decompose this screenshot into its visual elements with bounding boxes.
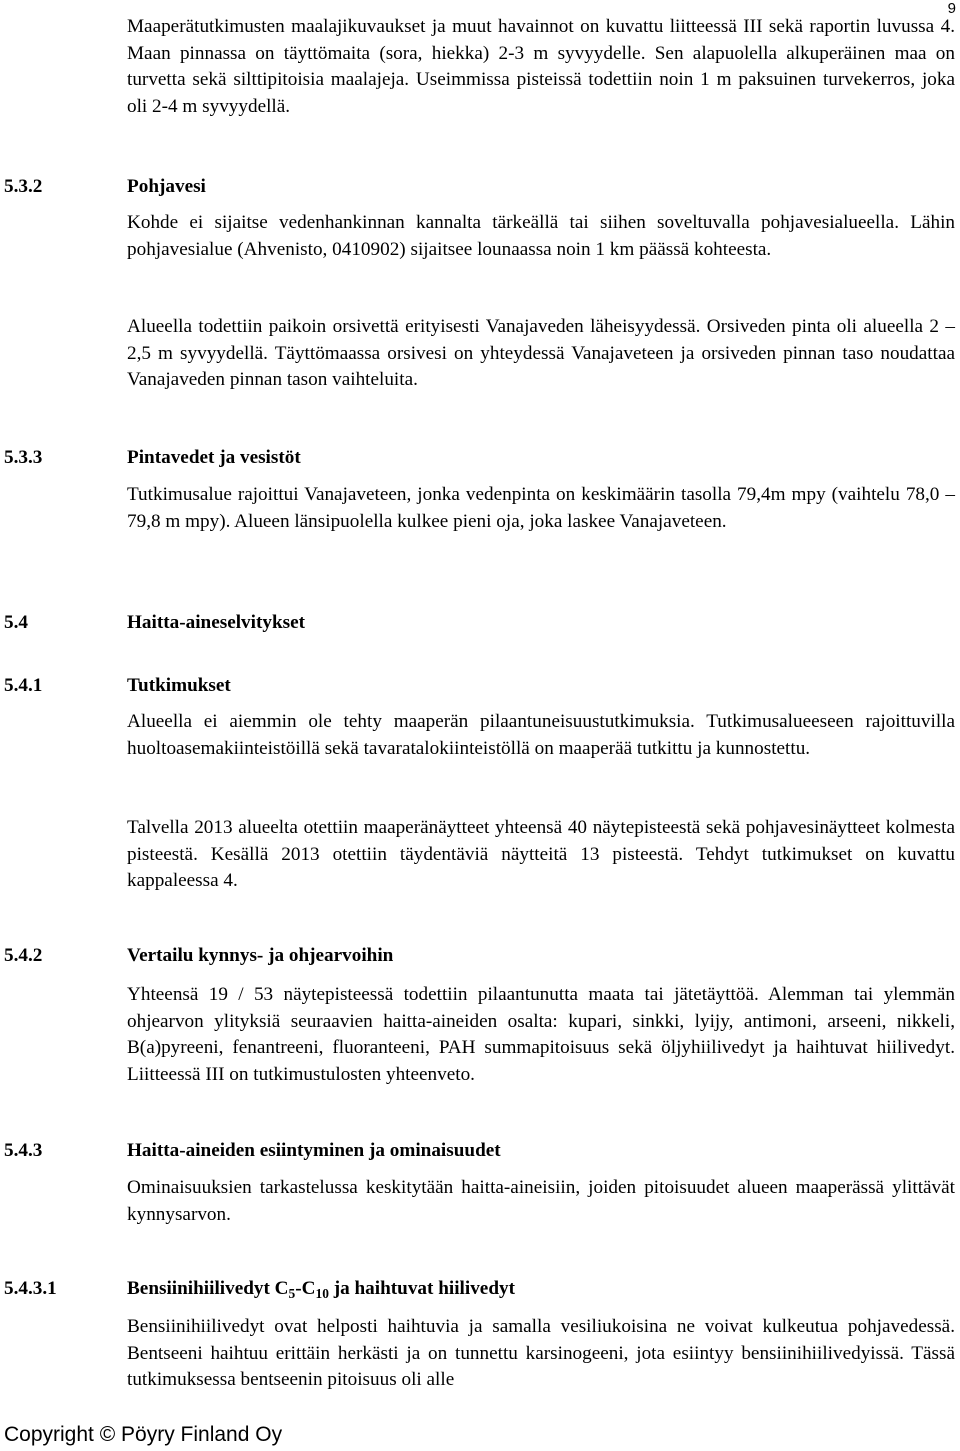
- page-number: 9: [947, 0, 956, 17]
- section-number: 5.4.3.1: [4, 1278, 57, 1299]
- title-part: -C: [295, 1278, 316, 1299]
- section-number: 5.4: [4, 612, 28, 633]
- paragraph-ominaisuudet-1: Ominaisuuksien tarkastelussa keskitytään haitta-aineisiin, joiden pitoisuudet alueen maaperässä ylittävät kynnysarvon.: [127, 1177, 955, 1225]
- section-title: Haitta-aineselvitykset: [127, 612, 305, 633]
- paragraph-vertailu-1: Yhteensä 19 / 53 näytepisteessä todettiin pilaantunutta maata tai jätetäyttöä. Alemman tai ylemmän ohjearvon ylityksiä seuraavien haitta-aineiden osalta: kupari, sinkki, lyijy, antimoni, arseeni, nikkeli, B(a)pyreeni, fenantreeni, fluoranteeni, PAH summapitoisuus sekä öljyhiilivedyt ja haihtuvat hiilivedyt. Liitteessä III on tutkimustulosten yhteenveto.: [127, 984, 955, 1085]
- paragraph-bensiini-1: Bensiinihiilivedyt ovat helposti haihtuvia ja samalla vesiliukoisina ne voivat kulkeutua pohjavedessä. Bentseeni haihtuu erittäin herkästi ja on tunnettu karsinogeeni, jota esiintyy bensiinihiilivedyissä. Tässä tutkimuksessa bentseenin pitoisuus oli alle: [127, 1316, 955, 1390]
- subscript: 10: [315, 1286, 329, 1301]
- paragraph-pohjavesi-2: Alueella todettiin paikoin orsivettä erityisesti Vanajaveden läheisyydessä. Orsiveden pinta oli alueella 2 – 2,5 m syvyydellä. Täyttömaassa orsivesi on yhteydessä Vanajaveteen ja orsiveden pinnan taso noudattaa Vanajaveden pinnan tason vaihteluita.: [127, 316, 955, 390]
- section-title: Pintavedet ja vesistöt: [127, 447, 301, 468]
- paragraph-tutkimukset-1: Alueella ei aiemmin ole tehty maaperän pilaantuneisuustutkimuksia. Tutkimusalueeseen rajoittuvilla huoltoasemakiinteistöillä sekä tavaratalokiinteistöllä on maaperää tutkittu ja kunnostettu.: [127, 711, 955, 759]
- paragraph-tutkimukset-2: Talvella 2013 alueelta otettiin maaperänäytteet yhteensä 40 näytepisteestä sekä pohjavesinäytteet kolmesta pisteestä. Kesällä 2013 otettiin täydentäviä näytteitä 13 pisteestä. Tehdyt tutkimukset on kuvattu kappaleessa 4.: [127, 817, 955, 891]
- paragraph-pintavedet-1: Tutkimusalue rajoittui Vanajaveteen, jonka vedenpinta on keskimäärin tasolla 79,4m mpy (vaihtelu 78,0 – 79,8 m mpy). Alueen länsipuolella kulkee pieni oja, joka laskee Vanajaveteen.: [127, 484, 955, 532]
- section-title: Tutkimukset: [127, 675, 231, 696]
- section-title: Pohjavesi: [127, 176, 206, 197]
- section-number: 5.4.3: [4, 1140, 43, 1161]
- intro-paragraph: Maaperätutkimusten maalajikuvaukset ja muut havainnot on kuvattu liitteessä III sekä raportin luvussa 4. Maan pinnassa on täyttömaita (sora, hiekka) 2-3 m syvyydelle. Sen alapuolella alkuperäinen maa on turvetta sekä silttipitoisia maalajeja. Useimmissa pisteissä todettiin noin 1 m paksuinen turvekerros, joka oli 2-4 m syvyydellä.: [127, 16, 955, 117]
- section-number: 5.4.1: [4, 675, 43, 696]
- copyright-footer: Copyright © Pöyry Finland Oy: [4, 1423, 283, 1446]
- subscript: 5: [288, 1286, 296, 1301]
- paragraph-pohjavesi-1: Kohde ei sijaitse vedenhankinnan kannalta tärkeällä tai siihen soveltuvalla pohjavesialueella. Lähin pohjavesialue (Ahvenisto, 0410902) sijaitsee lounaassa noin 1 km päässä kohteesta.: [127, 212, 955, 260]
- section-number: 5.3.3: [4, 447, 43, 468]
- title-part: ja haihtuvat hiilivedyt: [328, 1278, 515, 1299]
- section-title: [127, 1276, 515, 1302]
- section-title: Vertailu kynnys- ja ohjearvoihin: [127, 945, 394, 966]
- title-part: Bensiinihiilivedyt C: [127, 1278, 289, 1299]
- section-number: 5.4.2: [4, 945, 43, 966]
- section-title: Haitta-aineiden esiintyminen ja ominaisuudet: [127, 1140, 501, 1161]
- section-number: 5.3.2: [4, 176, 43, 197]
